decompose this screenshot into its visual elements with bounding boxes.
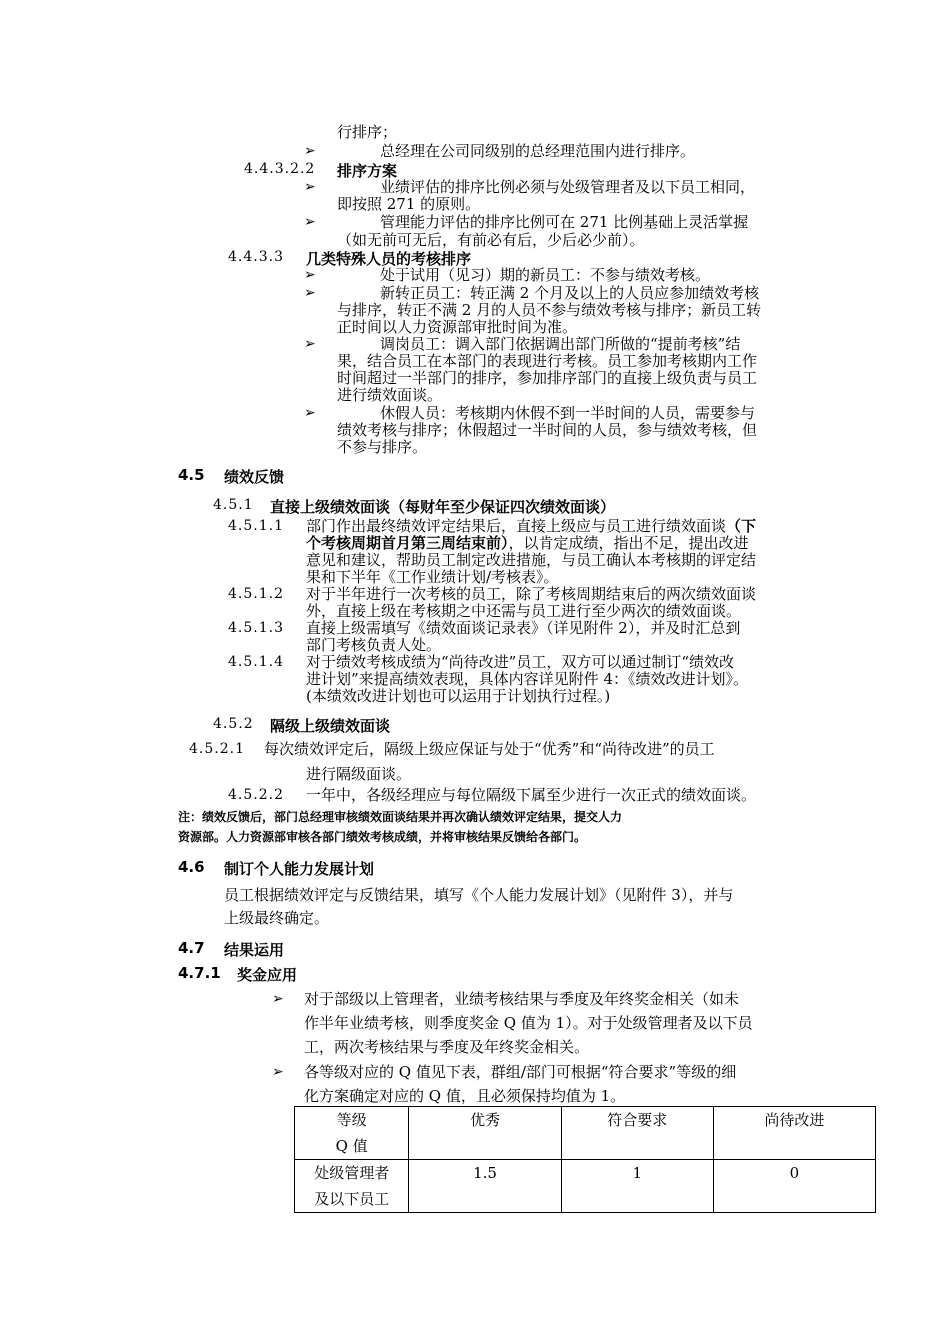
paragraph-line: 外，直接上级在考核期之中还需与员工进行至少两次的绩效面谈。 (306, 602, 742, 620)
bullet-text: 即按照 271 的原则。 (337, 195, 481, 213)
bullet-text: 工，两次考核结果与季度及年终奖金相关。 (304, 1038, 590, 1056)
note-text: 资源部。人力资源部审核各部门绩效考核成绩，并将审核结果反馈给各部门。 (178, 830, 587, 844)
paragraph-line: 进计划”来提高绩效表现，具体内容详见附件 4：《绩效改进计划》。 (306, 670, 748, 688)
section-number: 4.5 (178, 466, 205, 484)
row-label-line: 及以下员工 (314, 1190, 390, 1208)
bullet-text: 与排序，转正不满 2 月的人员不参与绩效考核与排序；新员工转 (337, 301, 762, 319)
note-text: 注：绩效反馈后，部门总经理审核绩效面谈结果并再次确认绩效评定结果，提交人力 (178, 810, 623, 824)
q-value-table (294, 1106, 876, 1213)
section-title: 绩效反馈 (224, 468, 285, 486)
bullet-arrow-icon: ➢ (304, 214, 316, 230)
paragraph-line (306, 534, 749, 552)
bullet-text: 各等级对应的 Q 值见下表，群组/部门可根据“符合要求”等级的细 (304, 1063, 737, 1081)
section-title: 直接上级绩效面谈（每财年至少保证四次绩效面谈） (270, 498, 616, 516)
paragraph-line: 一年中，各级经理应与每位隔级下属至少进行一次正式的绩效面谈。 (306, 786, 757, 804)
section-number: 4.5.1.4 (228, 654, 284, 670)
bullet-text: 正时间以人力资源部审批时间为准。 (337, 318, 578, 336)
paragraph-line: 对于半年进行一次考核的员工，除了考核周期结束后的两次绩效面谈 (306, 585, 757, 603)
bullet-text: 调岗员工：调入部门依据调出部门所做的“提前考核”结 (380, 335, 741, 353)
table-header-row (295, 1107, 876, 1160)
section-title: 制订个人能力发展计划 (224, 860, 375, 878)
continued-text: 行排序； (337, 123, 398, 141)
section-title: 结果运用 (224, 941, 285, 959)
bullet-text: 管理能力评估的排序比例可在 271 比例基础上灵活掌握 (380, 213, 749, 231)
section-number: 4.7.1 (178, 964, 221, 982)
paragraph-line: 直接上级需填写《绩效面谈记录表》（详见附件 2），并及时汇总到 (306, 619, 741, 637)
section-number: 4.6 (178, 858, 205, 876)
text-run-bold: 个考核周期首月第三周结束前） (306, 534, 509, 552)
paragraph-line (306, 517, 756, 535)
text-run: ，以肯定成绩，指出不足，提出改进 (508, 534, 749, 552)
bullet-text: 对于部级以上管理者，业绩考核结果与季度及年终奖金相关（如未 (304, 990, 740, 1008)
bullet-text: 时间超过一半部门的排序，参加排序部门的直接上级负责与员工 (337, 369, 758, 387)
bullet-arrow-icon: ➢ (272, 991, 284, 1007)
bullet-arrow-icon: ➢ (304, 179, 316, 195)
bullet-arrow-icon: ➢ (304, 405, 316, 421)
bullet-arrow-icon: ➢ (304, 285, 316, 301)
section-title: 奖金应用 (237, 966, 298, 984)
bullet-text: 不参与排序。 (337, 438, 428, 456)
paragraph-line: 上级最终确定。 (224, 909, 330, 927)
section-number: 4.5.2 (213, 716, 254, 732)
header-level-label: 等级 (336, 1111, 367, 1129)
section-number: 4.5.1.3 (228, 620, 284, 636)
row-label-line: 处级管理者 (314, 1164, 390, 1182)
text-run-bold: （下 (726, 517, 757, 535)
paragraph-line: 意见和建议，帮助员工制定改进措施，与员工确认本考核期的评定结 (306, 551, 757, 569)
section-number: 4.4.3.3 (228, 249, 284, 265)
bullet-arrow-icon: ➢ (304, 267, 316, 283)
bullet-text: 绩效考核与排序；休假超过一半时间的人员，参与绩效考核，但 (337, 421, 758, 439)
paragraph-line: 果和下半年《工作业绩计划/考核表》。 (306, 568, 559, 586)
bullet-text: 化方案确定对应的 Q 值，且必须保持均值为 1。 (304, 1087, 626, 1105)
section-number: 4.4.3.2.2 (244, 161, 316, 177)
section-heading: 排序方案 (337, 162, 398, 180)
bullet-text: 总经理在公司同级别的总经理范围内进行排序。 (380, 142, 696, 160)
section-title: 隔级上级绩效面谈 (270, 717, 391, 735)
table-cell: 1.5 (409, 1160, 561, 1213)
bullet-arrow-icon: ➢ (304, 143, 316, 159)
paragraph-line: (本绩效改进计划也可以运用于计划执行过程。) (306, 687, 611, 705)
paragraph-line: 对于绩效考核成绩为“尚待改进”员工，双方可以通过制订“绩效改 (306, 653, 735, 671)
section-number: 4.5.1.1 (228, 518, 284, 534)
paragraph-line: 员工根据绩效评定与反馈结果，填写《个人能力发展计划》（见附件 3），并与 (224, 886, 734, 904)
text-run: 部门作出最终绩效评定结果后，直接上级应与员工进行绩效面谈 (306, 517, 727, 535)
bullet-text: 进行绩效面谈。 (337, 386, 443, 404)
bullet-text: 业绩评估的排序比例必须与处级管理者及以下员工相同， (380, 178, 756, 196)
table-header-cell: 符合要求 (561, 1107, 713, 1160)
table-header-cell: 尚待改进 (713, 1107, 875, 1160)
section-number: 4.7 (178, 939, 205, 957)
table-row-label (295, 1160, 409, 1213)
bullet-text: 休假人员：考核期内休假不到一半时间的人员，需要参与 (380, 404, 756, 422)
table-header-cell (295, 1107, 409, 1160)
bullet-arrow-icon: ➢ (304, 336, 316, 352)
table-row (295, 1160, 876, 1213)
bullet-text: 处于试用（见习）期的新员工：不参与绩效考核。 (380, 266, 711, 284)
bullet-text: （如无前可无后，有前必有后，少后必少前）。 (337, 231, 645, 249)
section-heading: 几类特殊人员的考核排序 (306, 250, 472, 268)
section-number: 4.5.1 (213, 497, 254, 513)
bullet-text: 作半年业绩考核，则季度奖金 Q 值为 1）。对于处级管理者及以下员 (304, 1014, 753, 1032)
bullet-arrow-icon: ➢ (272, 1064, 284, 1080)
table-cell: 0 (713, 1160, 875, 1213)
bullet-text: 果，结合员工在本部门的表现进行考核。员工参加考核期内工作 (337, 352, 758, 370)
paragraph-line: 进行隔级面谈。 (306, 765, 412, 783)
section-number: 4.5.2.1 (189, 741, 245, 757)
section-number: 4.5.2.2 (228, 787, 284, 803)
header-q-label: Q 值 (335, 1137, 368, 1155)
paragraph-line: 部门考核负责人处。 (306, 636, 442, 654)
section-number: 4.5.1.2 (228, 586, 284, 602)
table-cell: 1 (561, 1160, 713, 1213)
paragraph-line: 每次绩效评定后，隔级上级应保证与处于“优秀”和“尚待改进”的员工 (264, 740, 715, 758)
bullet-text: 新转正员工：转正满 2 个月及以上的人员应参加绩效考核 (380, 284, 760, 302)
table-header-cell: 优秀 (409, 1107, 561, 1160)
